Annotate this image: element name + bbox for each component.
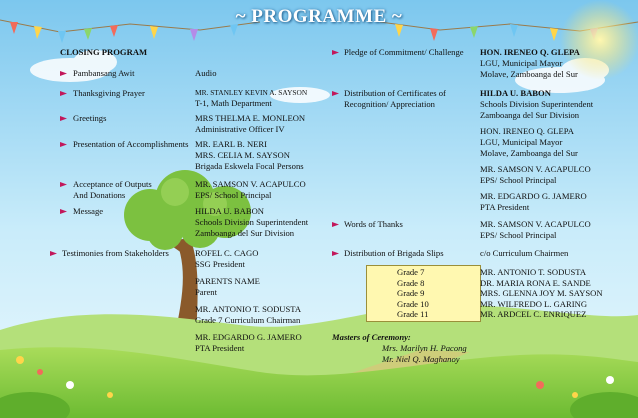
program-item-label: Words of Thanks xyxy=(344,219,403,229)
masters-of-ceremony-heading: Masters of Ceremony: xyxy=(332,332,411,342)
program-item-role: Brigada Eskwela Focal Persons xyxy=(195,161,304,171)
program-item-person: MR. SAMSON V. ACAPULCO xyxy=(480,219,591,229)
program-item-person: HON. IRENEO Q. GLEPA xyxy=(480,126,574,136)
testimony-person: MR. ANTONIO T. SODUSTA xyxy=(195,304,302,314)
bullet-icon xyxy=(50,250,57,257)
program-item-label: Pambansang Awit xyxy=(73,68,135,78)
testimony-role: PTA President xyxy=(195,343,245,353)
bullet-icon xyxy=(332,90,339,97)
grade-label: Grade 7 xyxy=(397,267,425,277)
program-item-label: Recognition/ Appreciation xyxy=(344,99,435,109)
program-item-person: MR. EDGARDO G. JAMERO xyxy=(480,191,587,201)
program-item-person: Audio xyxy=(195,68,217,78)
program-item-role: Schools Division Superintendent xyxy=(195,217,309,227)
program-item-role: LGU, Municipal Mayor xyxy=(480,58,563,68)
grade-chairman: MR. WILFREDO L. GARING xyxy=(480,298,588,309)
testimonies-label: Testimonies from Stakeholders xyxy=(62,248,169,258)
program-item-label: And Donations xyxy=(73,190,126,200)
program-item-label: Greetings xyxy=(73,113,107,123)
program-item-role: EPS/ School Principal xyxy=(195,190,272,200)
closing-program-heading: CLOSING PROGRAM xyxy=(60,47,148,57)
testimony-role: SSG President xyxy=(195,259,245,269)
testimony-person: ROFEL C. CAGO xyxy=(195,248,259,258)
bullet-icon xyxy=(60,141,67,148)
bullet-icon xyxy=(60,208,67,215)
program-item-role: Administrative Officer IV xyxy=(195,124,285,134)
program-item-person: MR. STANLEY KEVIN A. SAYSON xyxy=(195,88,308,97)
testimony-role: Parent xyxy=(195,287,217,297)
program-item-person: MRS THELMA E. MONLEON xyxy=(195,113,306,123)
page-title: ~ PROGRAMME ~ xyxy=(235,6,403,27)
program-item-role: Molave, Zamboanga del Sur xyxy=(480,69,578,79)
program-item-person: c/o Curriculum Chairmen xyxy=(480,248,569,258)
bullet-icon xyxy=(332,250,339,257)
program-item-person: MR. SAMSON V. ACAPULCO xyxy=(195,179,306,189)
bullet-icon xyxy=(60,90,67,97)
bullet-icon xyxy=(60,115,67,122)
program-item-role: T-1, Math Department xyxy=(195,98,272,108)
program-item-person: MR. SAMSON V. ACAPULCO xyxy=(480,164,591,174)
grade-chairman: MRS. GLENNA JOY M. SAYSON xyxy=(480,288,603,298)
program-item-role: Zamboanga del Sur Division xyxy=(480,110,580,120)
grade-label: Grade 9 xyxy=(397,288,425,298)
master-of-ceremony-name: Mr. Niel Q. Maghanoy xyxy=(382,354,460,364)
program-item-role: EPS/ School Principal xyxy=(480,230,557,240)
grade-chairman: MR. ARDCEL C. ENRIQUEZ xyxy=(480,309,587,319)
program-item-role: PTA President xyxy=(480,202,530,212)
program-item-label: Acceptance of Outputs xyxy=(73,179,152,189)
program-item-role: Molave, Zamboanga del Sur xyxy=(480,148,578,158)
bullet-icon xyxy=(332,221,339,228)
grade-chairman: DR. MARIA RONA E. SANDE xyxy=(480,277,591,288)
testimony-role: Grade 7 Curriculum Chairman xyxy=(195,315,301,325)
master-of-ceremony-name: Mrs. Marilyn H. Pacong xyxy=(382,343,467,353)
program-item-person: HILDA U. BABON xyxy=(480,88,551,98)
program-item-role: EPS/ School Principal xyxy=(480,175,557,185)
bullet-icon xyxy=(60,70,67,77)
bullet-icon xyxy=(332,49,339,56)
bullet-icon xyxy=(60,181,67,188)
program-item-label: Message xyxy=(73,206,104,216)
program-item-label: Thanksgiving Prayer xyxy=(73,88,145,98)
program-item-person: HILDA U. BABON xyxy=(195,206,264,216)
program-item-label: Presentation of Accomplishments xyxy=(73,139,189,149)
program-item-person: MR. EARL B. NERI xyxy=(195,139,268,149)
grade-label: Grade 11 xyxy=(397,309,429,319)
program-item-role: Schools Division Superintendent xyxy=(480,99,594,109)
grade-label: Grade 8 xyxy=(397,277,425,288)
program-item-role: Zamboanga del Sur Division xyxy=(195,228,295,238)
grade-label: Grade 10 xyxy=(397,298,429,309)
program-item-label: Distribution of Brigada Slips xyxy=(344,248,444,258)
program-item-label: Pledge of Commitment/ Challenge xyxy=(344,47,464,57)
testimony-person: PARENTS NAME xyxy=(195,276,260,286)
program-item-label: Distribution of Certificates of xyxy=(344,88,446,98)
program-item-person: HON. IRENEO Q. GLEPA xyxy=(480,47,580,57)
testimony-person: MR. EDGARDO G. JAMERO xyxy=(195,332,302,342)
program-item-role: LGU, Municipal Mayor xyxy=(480,137,563,147)
grade-chairman: MR. ANTONIO T. SODUSTA xyxy=(480,267,587,277)
program-item-person: MRS. CELIA M. SAYSON xyxy=(195,150,290,160)
